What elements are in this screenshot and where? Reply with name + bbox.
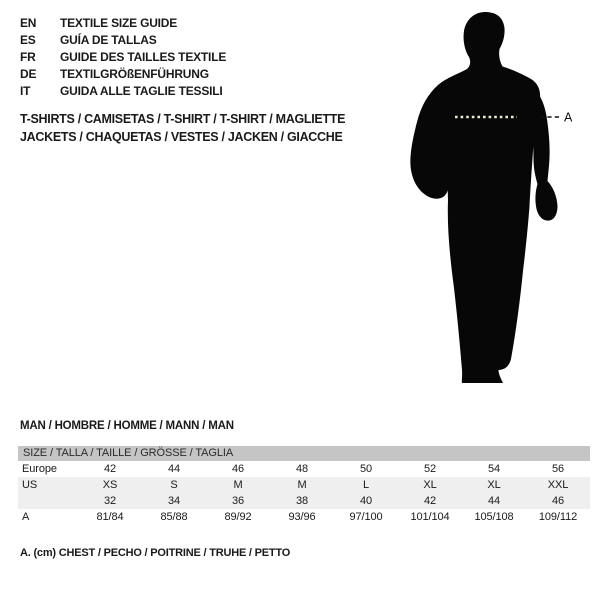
language-title: GUIDE DES TAILLES TEXTILE <box>60 50 227 64</box>
table-cell: 81/84 <box>96 511 124 523</box>
table-cell: 89/92 <box>224 511 252 523</box>
table-row-us-numeric <box>18 493 590 509</box>
language-title: GUÍA DE TALLAS <box>60 33 157 47</box>
product-categories <box>20 110 345 146</box>
language-list <box>20 15 226 100</box>
table-cell: 32 <box>103 495 117 507</box>
row-label: Europe <box>22 463 57 475</box>
table-cell: 52 <box>423 463 437 475</box>
size-table-header: SIZE / TALLA / TAILLE / GRÖSSE / TAGLIA <box>18 446 590 461</box>
language-row-de <box>20 66 226 83</box>
language-code: IT <box>20 84 31 98</box>
row-label: A <box>22 511 30 523</box>
section-title-man: MAN / HOMBRE / HOMME / MANN / MAN <box>20 420 234 432</box>
measurement-footnote: A. (cm) CHEST / PECHO / POITRINE / TRUHE / PETTO <box>20 547 291 559</box>
product-line-tshirts: T-SHIRTS / CAMISETAS / T-SHIRT / T-SHIRT / MAGLIETTE <box>20 112 346 126</box>
size-table <box>18 446 590 525</box>
table-cell: 101/104 <box>410 511 450 523</box>
table-cell: XL <box>423 479 437 491</box>
table-cell: S <box>170 479 178 491</box>
language-code: ES <box>20 33 36 47</box>
table-row-us <box>18 477 590 493</box>
row-label <box>18 493 78 509</box>
measure-label-a: A <box>564 110 573 125</box>
table-cell: XXL <box>547 479 569 491</box>
product-line-jackets: JACKETS / CHAQUETAS / VESTES / JACKEN / GIACCHE <box>20 130 343 144</box>
language-code: DE <box>20 67 37 81</box>
table-cell: L <box>362 479 370 491</box>
table-cell: 54 <box>487 463 501 475</box>
language-code: FR <box>20 50 36 64</box>
table-cell: 36 <box>231 495 245 507</box>
table-cell: 50 <box>359 463 373 475</box>
table-cell: 85/88 <box>160 511 188 523</box>
table-cell: 97/100 <box>349 511 383 523</box>
table-cell: 93/96 <box>288 511 316 523</box>
language-code: EN <box>20 16 37 30</box>
table-cell: XL <box>487 479 501 491</box>
language-row-en <box>20 15 226 32</box>
table-cell: 109/112 <box>538 511 578 523</box>
table-row-europe <box>18 461 590 477</box>
language-row-es <box>20 32 226 49</box>
table-cell: 40 <box>359 495 373 507</box>
table-cell: 44 <box>167 463 181 475</box>
table-cell: 46 <box>231 463 245 475</box>
table-cell: 42 <box>423 495 437 507</box>
table-cell: 34 <box>167 495 181 507</box>
table-cell: M <box>233 479 243 491</box>
size-guide-figure <box>390 0 595 400</box>
table-cell: 56 <box>551 463 565 475</box>
row-label: US <box>22 479 38 491</box>
table-cell: 44 <box>487 495 501 507</box>
language-row-fr <box>20 49 226 66</box>
table-row-chest-a <box>18 509 590 525</box>
language-title: GUIDA ALLE TAGLIE TESSILI <box>60 84 223 98</box>
table-cell: XS <box>102 479 118 491</box>
table-cell: 105/108 <box>474 511 514 523</box>
language-title: TEXTILE SIZE GUIDE <box>60 16 178 30</box>
table-cell: 48 <box>295 463 309 475</box>
table-cell: M <box>297 479 307 491</box>
table-cell: 46 <box>551 495 565 507</box>
table-cell: 42 <box>103 463 117 475</box>
language-title: TEXTILGRÖßENFÜHRUNG <box>60 67 209 81</box>
man-silhouette <box>410 12 557 383</box>
table-cell: 38 <box>295 495 309 507</box>
language-row-it <box>20 83 226 100</box>
